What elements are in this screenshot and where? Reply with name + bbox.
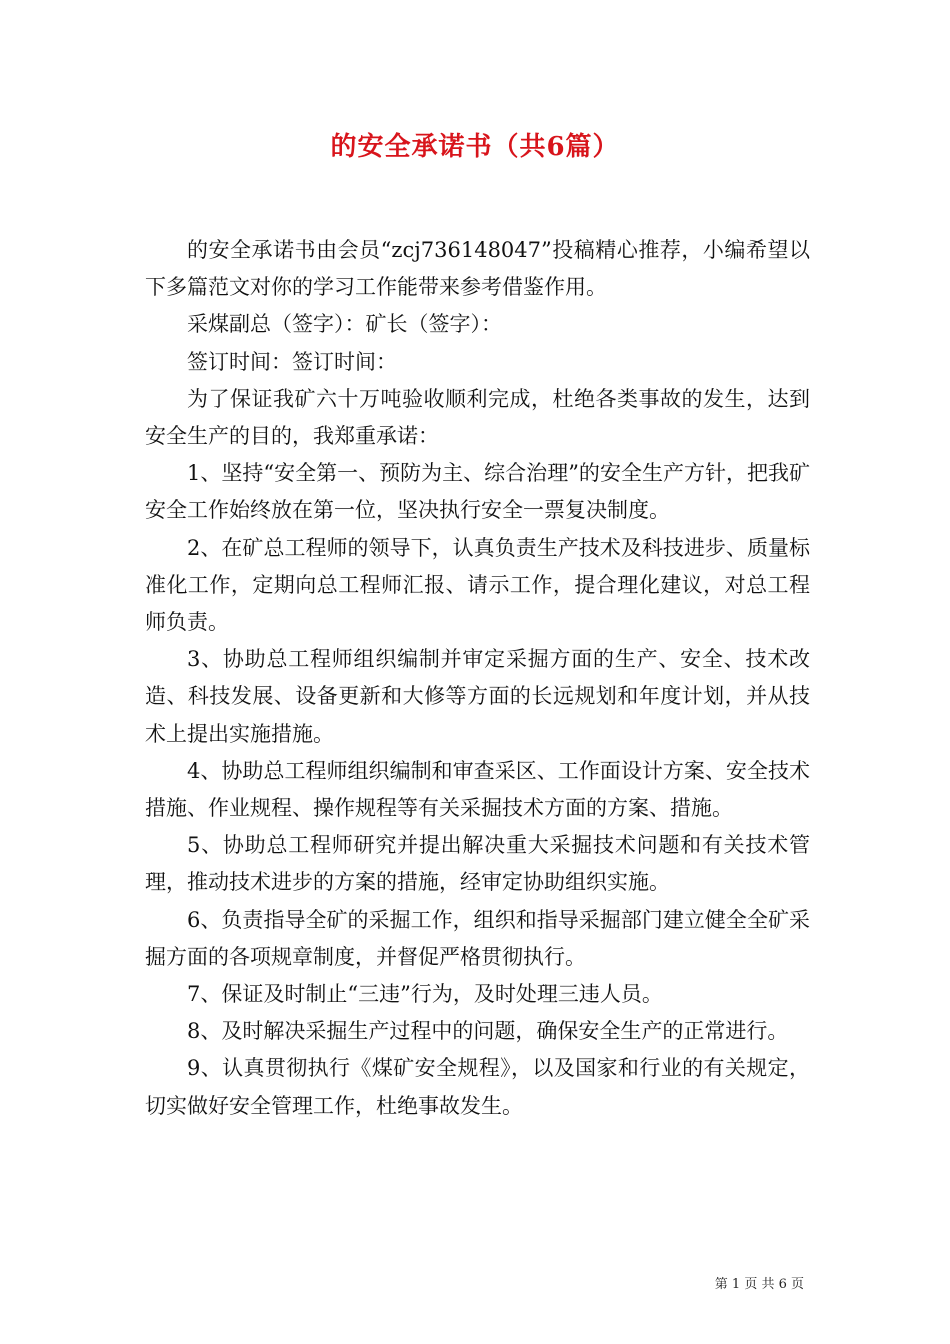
pledge-item-1: 1、坚持“安全第一、预防为主、综合治理”的安全生产方针，把我矿安全工作始终放在第一位，坚决执行安全一票复决制度。 xyxy=(145,461,810,523)
pledge-item-4: 4、协助总工程师组织编制和审查采区、工作面设计方案、安全技术措施、作业规程、操作规程等有关采掘技术方面的方案、措施。 xyxy=(145,758,810,821)
pledge-item-5: 5、协助总工程师研究并提出解决重大采掘技术问题和有关技术管理，推动技术进步的方案的措施，经审定协助组织实施。 xyxy=(145,833,810,895)
pledge-item-9: 9、认真贯彻执行《煤矿安全规程》，以及国家和行业的有关规定，切实做好安全管理工作，杜绝事故发生。 xyxy=(145,1056,810,1118)
pledge-preamble: 为了保证我矿六十万吨验收顺利完成，杜绝各类事故的发生，达到安全生产的目的，我郑重承诺： xyxy=(145,386,810,449)
document-title: 的安全承诺书（共6篇） xyxy=(330,132,620,162)
signing-date-line: 签订时间：签订时间： xyxy=(187,349,397,374)
page-number-footer: 第 1 页 共 6 页 xyxy=(714,1277,804,1292)
signature-line: 采煤副总（签字）：矿长（签字）： xyxy=(187,312,502,337)
pledge-item-6: 6、负责指导全矿的采掘工作，组织和指导采掘部门建立健全全矿采掘方面的各项规章制度，并督促严格贯彻执行。 xyxy=(145,907,810,969)
pledge-item-3: 3、协助总工程师组织编制并审定采掘方面的生产、安全、技术改造、科技发展、设备更新和大修等方面的长远规划和年度计划，并从技术上提出实施措施。 xyxy=(145,647,810,746)
pledge-item-7: 7、保证及时制止“三违”行为，及时处理三违人员。 xyxy=(187,982,663,1007)
intro-paragraph: 的安全承诺书由会员“zcj736148047”投稿精心推荐，小编希望以下多篇范文对你的学习工作能带来参考借鉴作用。 xyxy=(145,238,810,300)
pledge-item-2: 2、在矿总工程师的领导下，认真负责生产技术及科技进步、质量标准化工作，定期向总工程师汇报、请示工作，提合理化建议，对总工程师负责。 xyxy=(145,535,810,635)
document-body xyxy=(145,232,810,1125)
pledge-item-8: 8、及时解决采掘生产过程中的问题，确保安全生产的正常进行。 xyxy=(187,1019,789,1044)
